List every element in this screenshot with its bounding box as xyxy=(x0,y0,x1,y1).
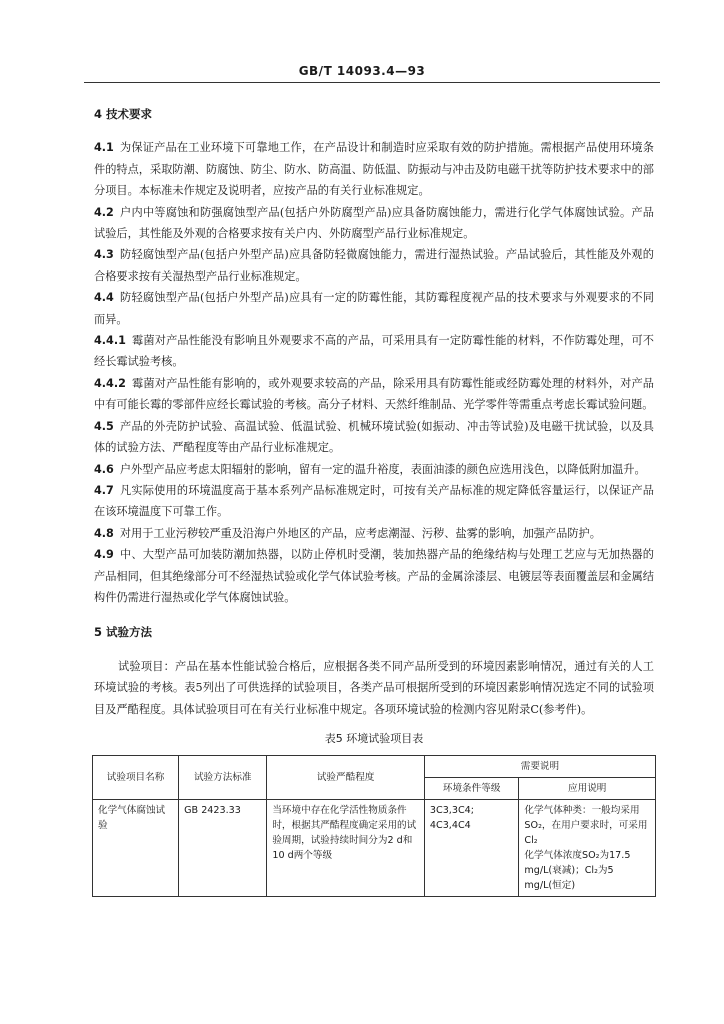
clause xyxy=(94,544,654,608)
body-text xyxy=(94,104,654,897)
header-notes: 需要说明 xyxy=(424,756,655,778)
clause xyxy=(94,416,654,459)
standard-number-header: GB/T 14093.4—93 xyxy=(298,64,426,78)
environment-test-table xyxy=(92,755,656,897)
clause-text: 防轻腐蚀型产品(包括户外型产品)应具备防轻微腐蚀能力，需进行湿热试验。产品试验后，其性能及外观的合格要求按有关湿热型产品行业标准规定。 xyxy=(94,248,654,283)
section-5-paragraph: 试验项目：产品在基本性能试验合格后，应根据各类不同产品所受到的环境因素影响情况，通过有关的人工环境试验的考核。表5列出了可供选择的试验项目，各类产品可根据所受到的环境因素影响情况选定不同的试验项目及严酷程度。具体试验项目可在有关行业标准中规定。各项环境试验的检测内容见附录C(参考件)。 xyxy=(94,659,654,716)
cell-method: GB 2423.33 xyxy=(179,800,267,897)
section-4-clauses xyxy=(94,137,654,608)
header-application: 应用说明 xyxy=(519,778,656,800)
header-item: 试验项目名称 xyxy=(93,756,179,800)
table-row xyxy=(93,800,656,897)
clause xyxy=(94,480,654,523)
clause-number: 4.2 xyxy=(94,205,114,219)
clause-number: 4.1 xyxy=(94,141,114,155)
clause xyxy=(94,137,654,201)
header-method: 试验方法标准 xyxy=(179,756,267,800)
header-severity: 试验严酷程度 xyxy=(267,756,425,800)
clause-number: 4.3 xyxy=(94,248,114,262)
clause xyxy=(94,287,654,330)
clause-text: 为保证产品在工业环境下可靠地工作，在产品设计和制造时应采取有效的防护措施。需根据产品使用环境条件的特点，采取防潮、防腐蚀、防尘、防水、防高温、防低温、防振动与冲击及防电磁干扰等防护技术要求中的部分项目。本标准未作规定及说明者，应按产品的有关行业标准规定。 xyxy=(94,141,654,198)
clause-number: 4.7 xyxy=(94,483,114,497)
clause-text: 户外型产品应考虑太阳辐射的影响，留有一定的温升裕度，表面油漆的颜色应选用浅色，以降低附加温升。 xyxy=(119,462,646,476)
clause-text: 防轻腐蚀型产品(包括户外型产品)应具有一定的防霉性能，其防霉程度视产品的技术要求与外观要求的不同而异。 xyxy=(94,291,654,326)
clause-text: 户内中等腐蚀和防强腐蚀型产品(包括户外防腐型产品)应具备防腐蚀能力，需进行化学气体腐蚀试验。产品试验后，其性能及外观的合格要求按有关户内、外防腐型产品行业标准规定。 xyxy=(94,205,654,241)
header-rule xyxy=(84,82,660,83)
clause xyxy=(94,459,654,480)
clause-text: 凡实际使用的环境温度高于基本系列产品标准规定时，可按有关产品标准的规定降低容量运行，以保证产品在该环境温度下可靠工作。 xyxy=(94,483,654,519)
clause xyxy=(94,373,654,416)
clause xyxy=(94,244,654,287)
clause xyxy=(94,202,654,245)
clause-number: 4.8 xyxy=(94,526,114,540)
cell-env-level: 3C3,3C4; 4C3,4C4 xyxy=(424,800,519,897)
table-caption: 表5 环境试验项目表 xyxy=(324,731,424,745)
section-5-title: 5 试验方法 xyxy=(94,625,153,640)
table-body xyxy=(93,800,656,897)
clause xyxy=(94,523,654,544)
clause-number: 4.9 xyxy=(94,548,114,562)
clause-text: 产品的外壳防护试验、高温试验、低温试验、机械环境试验(如振动、冲击等试验)及电磁干扰试验，以及具体的试验方法、严酷程度等由产品行业标准规定。 xyxy=(94,419,654,455)
clause-number: 4.5 xyxy=(94,419,114,433)
clause-text: 霉菌对产品性能有影响的，或外观要求较高的产品，除采用具有防霉性能或经防霉处理的材料外，对产品中有可能长霉的零部件应经长霉试验的考核。高分子材料、天然纤维制品、光学零件等需重点考虑长霉试验问题。 xyxy=(94,376,654,412)
clause-text: 对用于工业污秽较严重及沿海户外地区的产品，应考虑潮湿、污秽、盐雾的影响，加强产品防护。 xyxy=(119,526,601,540)
clause-text: 霉菌对产品性能没有影响且外观要求不高的产品，可采用具有一定防霉性能的材料，不作防霉处理，可不经长霉试验考核。 xyxy=(94,334,654,369)
clause-text: 中、大型产品可加装防潮加热器，以防止停机时受潮，装加热器产品的绝缘结构与处理工艺应与无加热器的产品相同，但其绝缘部分可不经湿热试验或化学气体试验考核。产品的金属涂漆层、电镀层等表面覆盖层和金属结构件仍需进行湿热或化学气体腐蚀试验。 xyxy=(94,548,654,604)
header-env-level: 环境条件等级 xyxy=(424,778,519,800)
clause-number: 4.4.2 xyxy=(94,376,126,390)
clause-number: 4.6 xyxy=(94,462,114,476)
cell-application: 化学气体种类：一般均采用SO₂，在用户要求时，可采用Cl₂ 化学气体浓度SO₂为17.5 mg/L(衰减)；Cl₂为5 mg/L(恒定) xyxy=(519,800,656,897)
cell-severity: 当环境中存在化学活性物质条件时，根据其严酷程度确定采用的试验周期，试验持续时间分为2 d和10 d两个等级 xyxy=(267,800,425,897)
section-4-title: 4 技术要求 xyxy=(94,107,153,121)
clause xyxy=(94,330,654,373)
clause-number: 4.4.1 xyxy=(94,334,126,348)
cell-item: 化学气体腐蚀试验 xyxy=(93,800,179,897)
clause-number: 4.4 xyxy=(94,291,114,305)
